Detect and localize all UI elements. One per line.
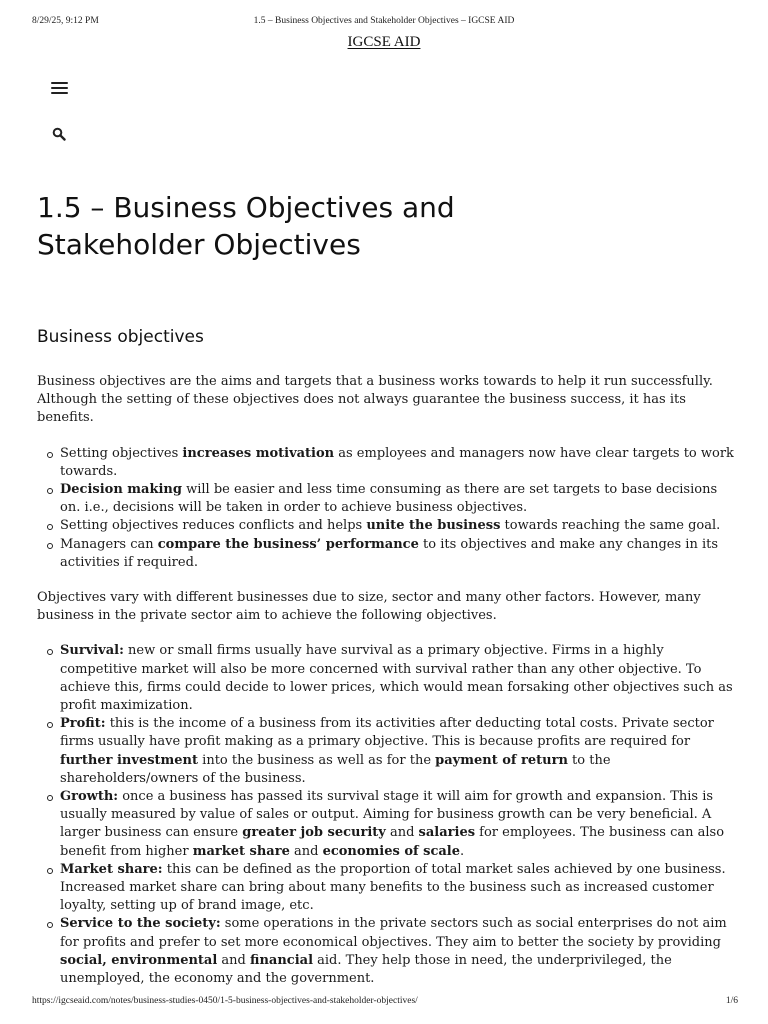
print-doc-title: 1.5 – Business Objectives and Stakeholder Objectives – IGCSE AID [253, 16, 515, 26]
bold-text: Survival: [60, 643, 124, 659]
bold-text: financial [250, 952, 314, 968]
text-run: once a business has passed its survival stage it will aim for growth and expansion. This is usually measured by value of sales or output. Aiming for business growth can be very beneficial. A larger business can ensure [60, 789, 714, 841]
bold-text: economies of scale [322, 843, 461, 859]
page-title-line: 1.5 – Business Objectives and [37, 191, 455, 224]
text-run: . [460, 843, 465, 859]
site-name-link[interactable]: IGCSE AID [347, 34, 421, 50]
bold-text: greater job security [242, 825, 386, 841]
text-run: to the shareholders/owners of the business. [60, 752, 611, 786]
bold-text: market share [192, 843, 290, 859]
page-title-line: Stakeholder Objectives [37, 228, 361, 261]
benefit-item [60, 445, 737, 481]
text-run: will be easier and less time consuming as there are set targets to base decisions on. i.e., decisions will be taken in order to achieve business objectives. [60, 482, 718, 516]
print-footer [0, 996, 768, 1010]
text-run: some operations in the private sectors such as social enterprises do not aim for profits and prefer to set more economical objectives. They aim to better the society by providing [60, 916, 727, 950]
benefit-item [60, 517, 737, 535]
page-title [37, 189, 657, 263]
objectives-intro-paragraph: Objectives vary with different businesses due to size, sector and many other factors. However, many business in the private sector aim to achieve the following objectives. [37, 590, 701, 624]
bold-text: further investment [60, 752, 199, 768]
text-run: new or small firms usually have survival as a primary objective. Firms in a highly competitive market will also be more concerned with survival rather than any other objective. To achieve this, firms could decide to lower prices, which would mean forsaking other objectives such as profit maximization. [60, 643, 733, 714]
text-run: and [217, 952, 251, 968]
print-url: https://igcseaid.com/notes/business-studies-0450/1-5-business-objectives-and-stakeholder-objectives/ [32, 996, 418, 1006]
bold-text: increases motivation [182, 445, 335, 461]
bold-text: compare the business’ performance [157, 536, 419, 552]
text-run: this is the income of a business from its activities after deducting total costs. Private sector firms usually have profit making as a primary objective. This is because profits are required for [60, 716, 714, 750]
benefit-item [60, 481, 737, 517]
bold-text: social, environmental [60, 952, 218, 968]
text-run: aid. They help those in need, the underprivileged, the unemployed, the economy and the government. [60, 952, 672, 987]
hamburger-menu-icon[interactable] [51, 82, 68, 95]
text-run: this can be defined as the proportion of total market sales achieved by one business. Increased market share can bring about many benefits to the business such as increased customer loyalty, setting up of brand image, etc. [60, 861, 726, 914]
article-body [37, 373, 737, 988]
objective-item [60, 715, 737, 788]
print-datetime: 8/29/25, 9:12 PM [32, 16, 99, 26]
text-run: and [289, 843, 323, 859]
text-run: to its objectives and make any changes in its activities if required. [60, 536, 719, 570]
bold-text: salaries [418, 825, 476, 841]
text-run: Setting objectives reduces conflicts and helps [60, 518, 367, 534]
search-icon[interactable] [52, 126, 66, 140]
benefit-item [60, 536, 737, 572]
bold-text: Market share: [60, 861, 163, 877]
page-number: 1/6 [725, 996, 738, 1006]
objective-item [60, 861, 737, 916]
objective-item [60, 915, 737, 988]
bold-text: Decision making [60, 482, 182, 498]
bold-text: Profit: [60, 716, 106, 732]
text-run: as employees and managers now have clear targets to work towards. [60, 445, 734, 479]
text-run: and [385, 825, 419, 841]
objectives-list [37, 642, 737, 988]
intro-paragraph: Business objectives are the aims and targets that a business works towards to help it run successfully. Although the setting of these objectives does not always guarantee the business success, it has its benefits. [37, 374, 713, 426]
section-heading: Business objectives [37, 327, 204, 347]
benefits-list [37, 445, 737, 572]
bold-text: Service to the society: [60, 916, 221, 932]
print-header [0, 16, 768, 30]
text-run: Setting objectives [60, 445, 183, 461]
bold-text: unite the business [366, 518, 501, 534]
text-run: towards reaching the same goal. [500, 518, 721, 534]
objective-item [60, 788, 737, 861]
bold-text: Growth: [60, 789, 119, 805]
objective-item [60, 642, 737, 715]
text-run: into the business as well as for the [198, 752, 436, 768]
bold-text: payment of return [435, 752, 568, 768]
text-run: for employees. The business can also benefit from higher [60, 825, 725, 859]
text-run: Managers can [60, 536, 158, 552]
